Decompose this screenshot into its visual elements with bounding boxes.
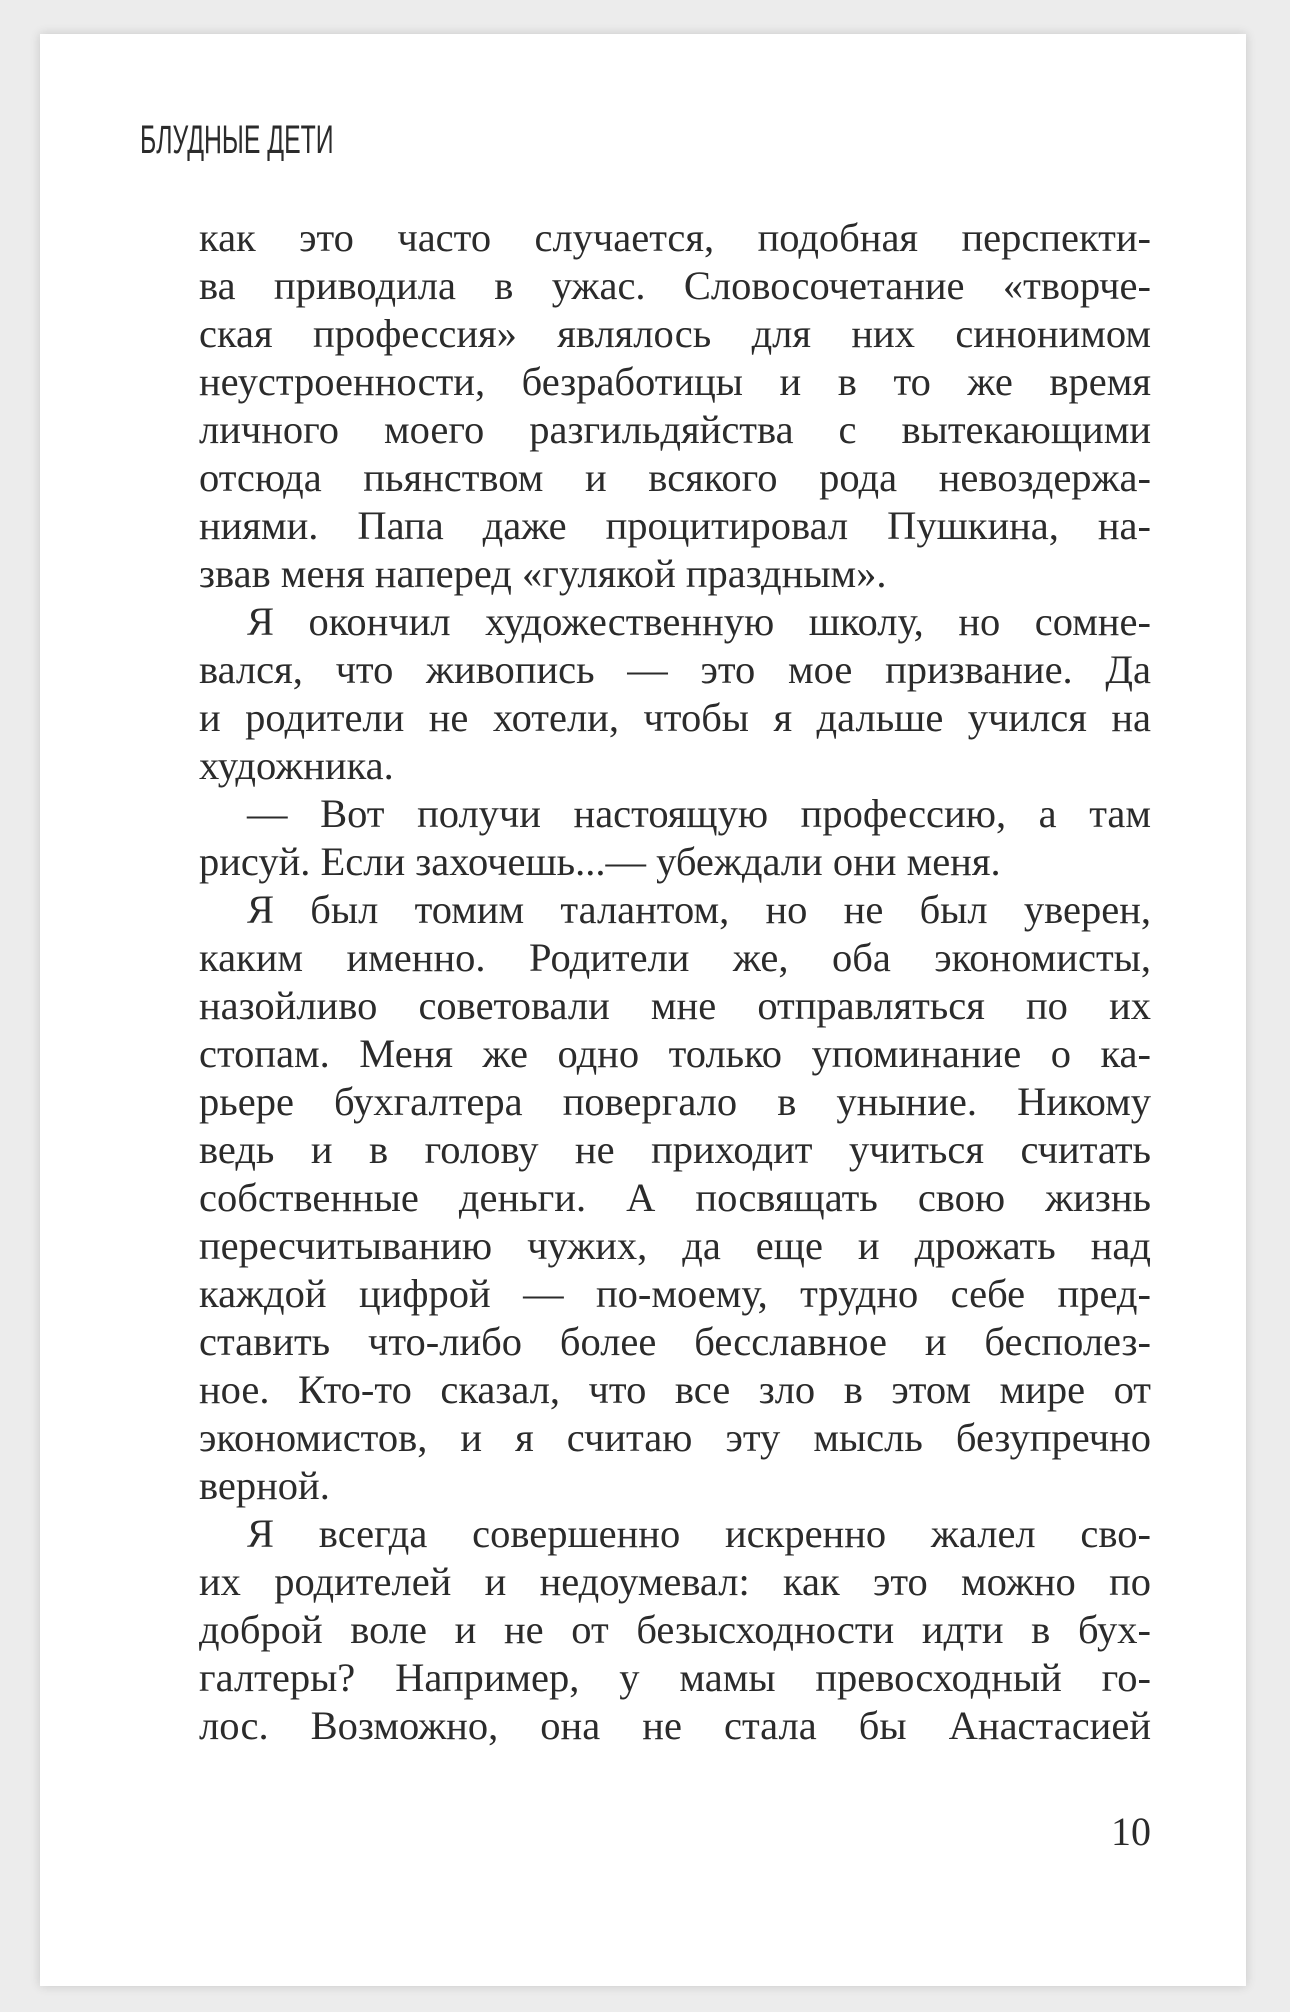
text-line: звав меня наперед «гулякой праздным». (199, 551, 887, 596)
text-line: ное. Кто-то сказал, что все зло в этом мире от (199, 1367, 1151, 1412)
text-line: неустроенности, безработицы и в то же время (199, 359, 1151, 404)
text-line: верной. (199, 1463, 330, 1508)
text-line: экономистов, и я считаю эту мысль безупречно (199, 1415, 1151, 1460)
text-line: собственные деньги. А посвящать свою жизнь (199, 1175, 1151, 1220)
body-text (199, 214, 1151, 1750)
text-line: — Вот получи настоящую профессию, а там (247, 791, 1151, 836)
text-line: ведь и в голову не приходит учиться считать (199, 1127, 1151, 1172)
running-head-title: БЛУДНЫЕ ДЕТИ (140, 118, 334, 162)
text-line: галтеры? Например, у мамы превосходный го- (199, 1655, 1151, 1700)
text-line: доброй воле и не от безысходности идти в бух- (199, 1607, 1151, 1652)
text-line: каким именно. Родители же, оба экономисты, (199, 935, 1151, 980)
text-line: ниями. Папа даже процитировал Пушкина, на- (199, 503, 1151, 548)
text-line: каждой цифрой — по-моему, трудно себе пред- (199, 1271, 1151, 1316)
text-line: их родителей и недоумевал: как это можно по (199, 1559, 1151, 1604)
page-number: 10 (1111, 1809, 1151, 1854)
text-line: ставить что-либо более бесславное и бесполез- (199, 1319, 1151, 1364)
text-line: Я всегда совершенно искренно жалел сво- (247, 1511, 1151, 1556)
text-line: ва приводила в ужас. Словосочетание «творче- (199, 263, 1151, 308)
text-line: личного моего разгильдяйства с вытекающими (199, 407, 1151, 452)
text-line: пересчитыванию чужих, да еще и дрожать над (199, 1223, 1151, 1268)
text-line: вался, что живопись — это мое призвание. Да (199, 647, 1151, 692)
text-line: художника. (199, 743, 394, 788)
text-line: Я окончил художественную школу, но сомне- (247, 599, 1151, 644)
text-line: рисуй. Если захочешь...— убеждали они меня. (199, 839, 1001, 884)
text-line: Я был томим талантом, но не был уверен, (247, 887, 1151, 932)
text-line: лос. Возможно, она не стала бы Анастасией (199, 1703, 1151, 1748)
text-line: ская профессия» являлось для них синонимом (199, 311, 1151, 356)
text-line: стопам. Меня же одно только упоминание о ка- (199, 1031, 1151, 1076)
text-line: как это часто случается, подобная перспекти- (199, 215, 1151, 260)
text-line: назойливо советовали мне отправляться по их (199, 983, 1151, 1028)
text-line: и родители не хотели, чтобы я дальше учился на (199, 695, 1151, 740)
book-page (40, 34, 1246, 1986)
text-line: отсюда пьянством и всякого рода невоздержа- (199, 455, 1151, 500)
text-line: рьере бухгалтера повергало в уныние. Никому (199, 1079, 1151, 1124)
